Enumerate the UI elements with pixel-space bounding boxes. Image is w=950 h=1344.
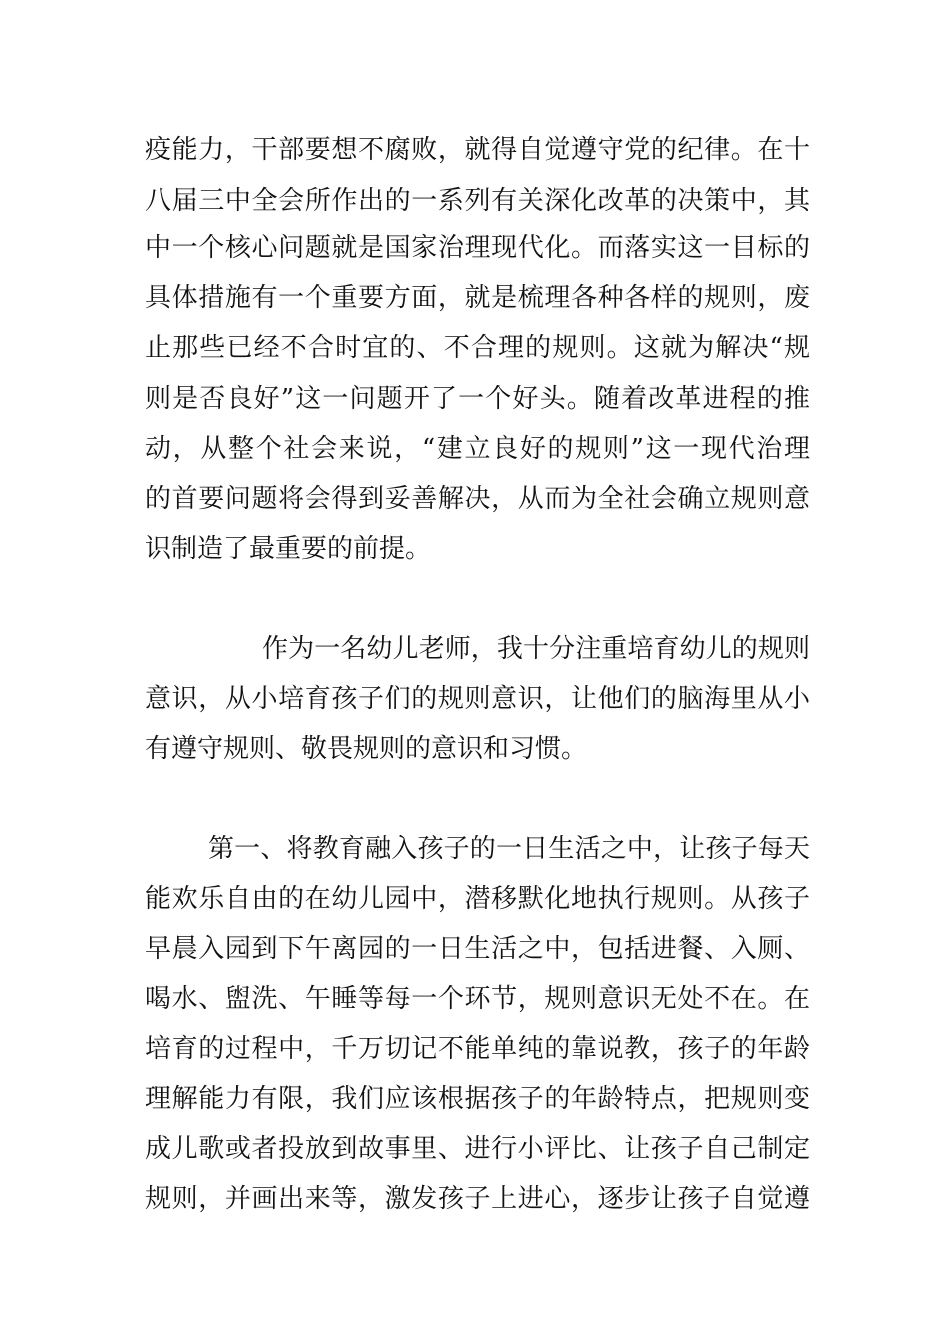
text-line: 规则，并画出来等，激发孩子上进心，逐步让孩子自觉遵 bbox=[145, 1184, 810, 1214]
text-line: 则是否良好”这一问题开了一个好头。随着改革进程的推 bbox=[145, 384, 810, 414]
text-line: 喝水、盥洗、午睡等每一个环节，规则意识无处不在。在 bbox=[145, 984, 810, 1014]
text-line: 动，从整个社会来说，“建立良好的规则”这一现代治理 bbox=[145, 434, 810, 464]
text-line: 早晨入园到下午离园的一日生活之中，包括进餐、入厕、 bbox=[145, 934, 810, 964]
text-line: 的首要问题将会得到妥善解决，从而为全社会确立规则意 bbox=[145, 484, 810, 514]
text-line: 中一个核心问题就是国家治理现代化。而落实这一目标的 bbox=[145, 233, 810, 263]
text-line: 作为一名幼儿老师，我十分注重培育幼儿的规则 bbox=[262, 634, 810, 664]
text-line: 识制造了最重要的前提。 bbox=[145, 534, 432, 564]
text-line: 八届三中全会所作出的一系列有关深化改革的决策中，其 bbox=[145, 186, 810, 216]
text-line: 培育的过程中，千万切记不能单纯的靠说教，孩子的年龄 bbox=[145, 1034, 810, 1064]
text-line: 能欢乐自由的在幼儿园中，潜移默化地执行规则。从孩子 bbox=[145, 884, 810, 914]
text-line: 具体措施有一个重要方面，就是梳理各种各样的规则，废 bbox=[145, 283, 810, 313]
text-line: 第一、将教育融入孩子的一日生活之中，让孩子每天 bbox=[208, 834, 810, 864]
text-line: 有遵守规则、敬畏规则的意识和习惯。 bbox=[145, 734, 588, 764]
text-line: 理解能力有限，我们应该根据孩子的年龄特点，把规则变 bbox=[145, 1084, 810, 1114]
text-line: 成儿歌或者投放到故事里、进行小评比、让孩子自己制定 bbox=[145, 1134, 810, 1164]
text-line: 意识，从小培育孩子们的规则意识，让他们的脑海里从小 bbox=[145, 684, 810, 714]
text-line: 止那些已经不合时宜的、不合理的规则。这就为解决“规 bbox=[145, 333, 810, 363]
text-line: 疫能力，干部要想不腐败，就得自觉遵守党的纪律。在十 bbox=[145, 135, 810, 165]
